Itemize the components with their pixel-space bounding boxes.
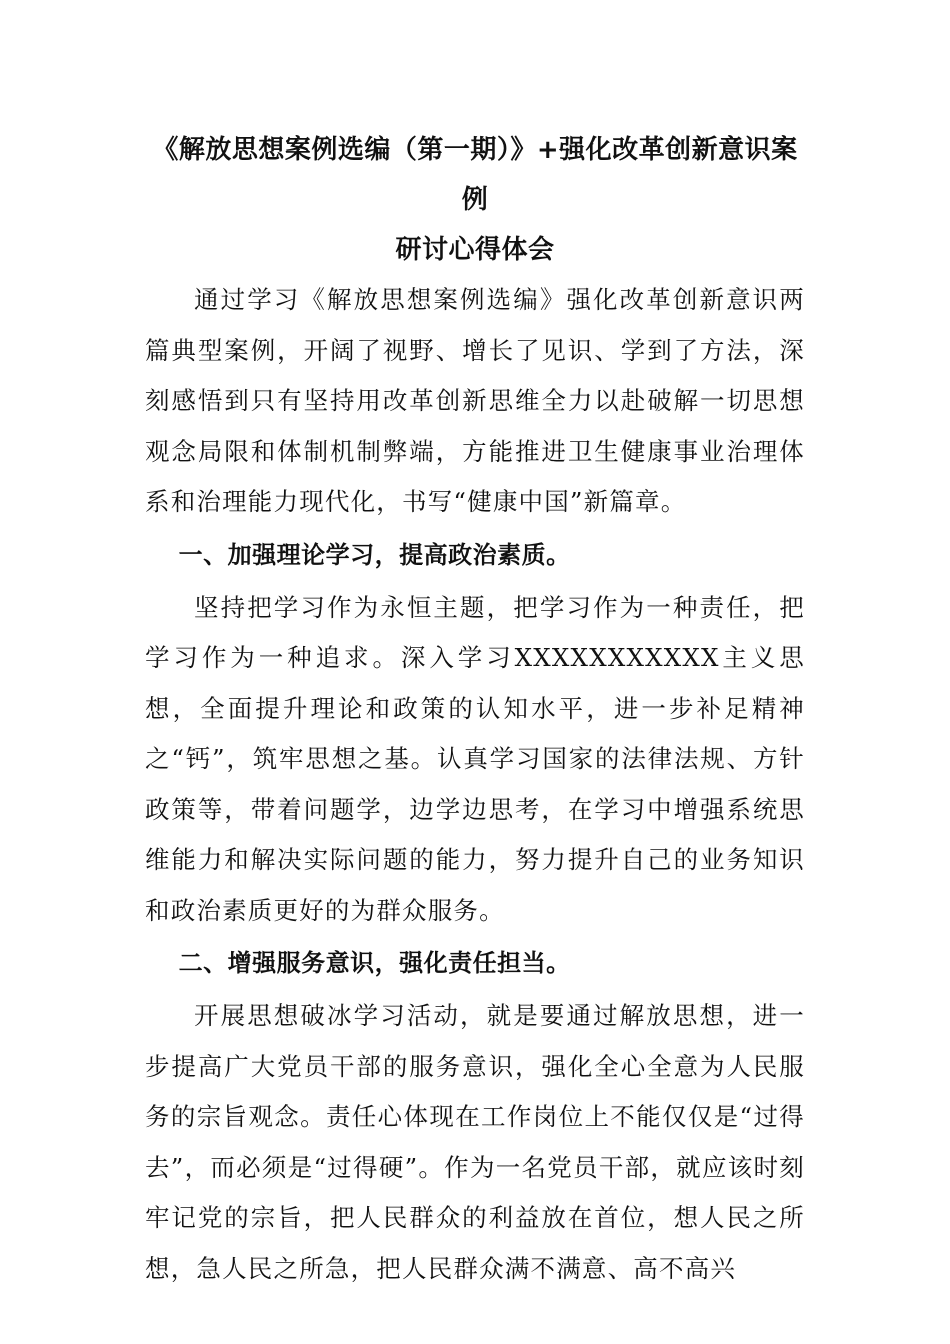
intro-paragraph: 通过学习《解放思想案例选编》强化改革创新意识两篇典型案例，开阔了视野、增长了见识、学到了方法，深刻感悟到只有坚持用改革创新思维全力以赴破解一切思想观念局限和体制机制弊端，方能推进卫生健康事业治理体系和治理能力现代化，书写“健康中国”新篇章。 <box>145 285 805 516</box>
section-1-paragraph: 坚持把学习作为永恒主题，把学习作为一种责任，把学习作为一种追求。深入学习XXXXXXXXXXX主义思想，全面提升理论和政策的认知水平，进一步补足精神之“钙”，筑牢思想之基。认真学习国家的法律法规、方针政策等，带着问题学，边学边思考，在学习中增强系统思维能力和解决实际问题的能力，努力提升自己的业务知识和政治素质更好的为群众服务。 <box>145 592 805 925</box>
section-2-paragraph: 开展思想破冰学习活动，就是要通过解放思想，进一步提高广大党员干部的服务意识，强化全心全意为人民服务的宗旨观念。责任心体现在工作岗位上不能仅仅是“过得去”，而必须是“过得硬”。作为一名党员干部，就应该时刻牢记党的宗旨，把人民群众的利益放在首位，想人民之所想，急人民之所急，把人民群众满不满意、高不高兴 <box>145 1001 805 1283</box>
section-2-heading: 二、增强服务意识，强化责任担当。 <box>178 949 571 977</box>
document-title <box>145 125 805 275</box>
section-1-heading: 一、加强理论学习，提高政治素质。 <box>178 540 571 569</box>
title-line-1: 《解放思想案例选编（第一期）》+强化改革创新意识案例 <box>152 135 798 215</box>
title-line-2: 研讨心得体会 <box>395 235 555 265</box>
